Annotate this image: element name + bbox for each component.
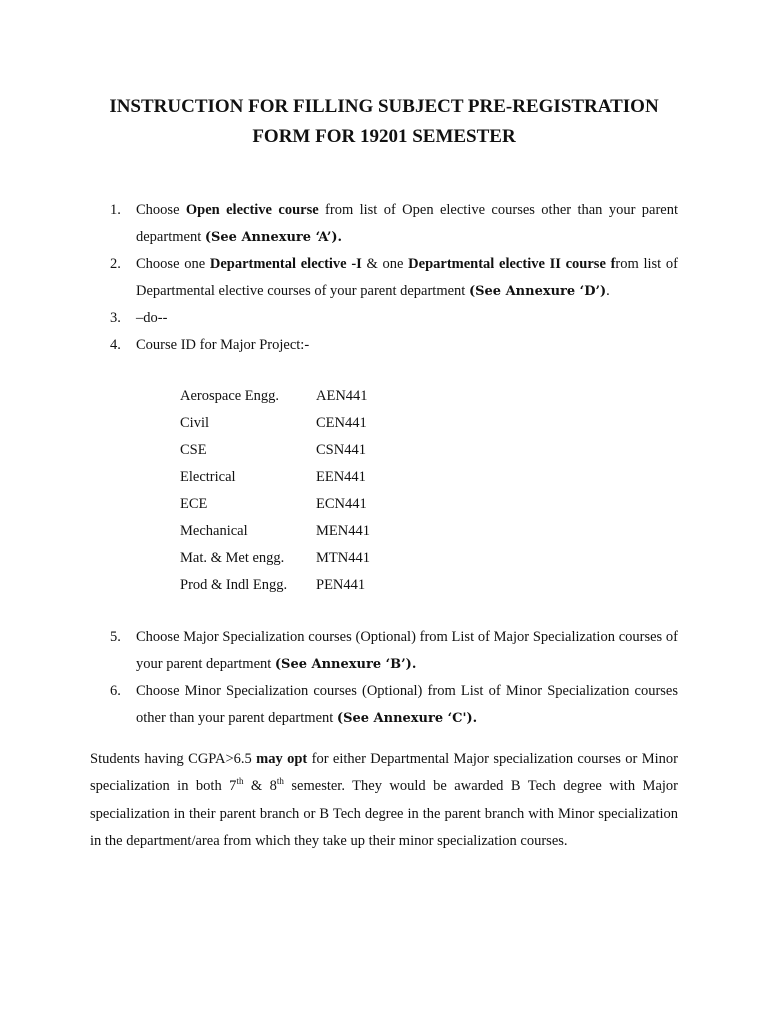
list-item: 3. –do-- (110, 305, 678, 332)
table-row: Electrical EEN441 (180, 469, 366, 485)
item-number: 1. (110, 202, 121, 218)
annexure-ref: (See Annexure ‘D’) (468, 284, 607, 299)
annexure-ref: (See Annexure ‘C'). (336, 711, 478, 726)
title-line-2: FORM FOR 19201 SEMESTER (252, 126, 516, 147)
list-item: 4. Course ID for Major Project:- (110, 332, 678, 359)
list-item: 5. Choose Major Specialization courses (Optional) from List of Major Specialization courses of your parent department (See Annexure ‘B’). (110, 624, 678, 678)
instruction-list-top (110, 197, 678, 359)
item-number: 4. (110, 337, 121, 353)
annexure-ref: (See Annexure ‘B’). (274, 657, 417, 672)
page-title (40, 92, 728, 152)
annexure-ref: (See Annexure ‘A’). (204, 230, 343, 245)
table-row: ECE ECN441 (180, 496, 367, 512)
list-item: 1. Choose Open elective course from list of Open elective courses other than your parent department (See Annexure ‘A’). (110, 197, 678, 251)
item-number: 6. (110, 683, 121, 699)
cgpa-paragraph: Students having CGPA>6.5 may opt for either Departmental Major specialization courses or Minor specialization in both 7th & 8th semester. They would be awarded B Tech degree with Major specialization in their parent branch or B Tech degree in the parent branch with Minor specialization in the department/area from which they take up their minor specialization courses. (90, 751, 678, 849)
table-row: Mechanical MEN441 (180, 523, 370, 539)
table-row: Prod & Indl Engg. PEN441 (180, 577, 366, 593)
item-number: 2. (110, 256, 121, 272)
table-row: Civil CEN441 (180, 415, 367, 431)
title-line-1: INSTRUCTION FOR FILLING SUBJECT PRE-REGISTRATION (109, 96, 659, 117)
item-number: 5. (110, 629, 121, 645)
item-number: 3. (110, 310, 121, 326)
table-row: CSE CSN441 (180, 442, 366, 458)
table-row: Mat. & Met engg. MTN441 (180, 550, 370, 566)
table-row: Aerospace Engg. AEN441 (180, 388, 368, 404)
list-item: 6. Choose Minor Specialization courses (Optional) from List of Minor Specialization courses other than your parent department (See Annexure ‘C'). (110, 678, 678, 732)
course-id-table (180, 383, 370, 599)
list-item: 2. Choose one Departmental elective -I & one Departmental elective II course from list of Departmental elective courses of your parent department (See Annexure ‘D’). (110, 251, 678, 305)
instruction-list-bottom (110, 624, 678, 732)
